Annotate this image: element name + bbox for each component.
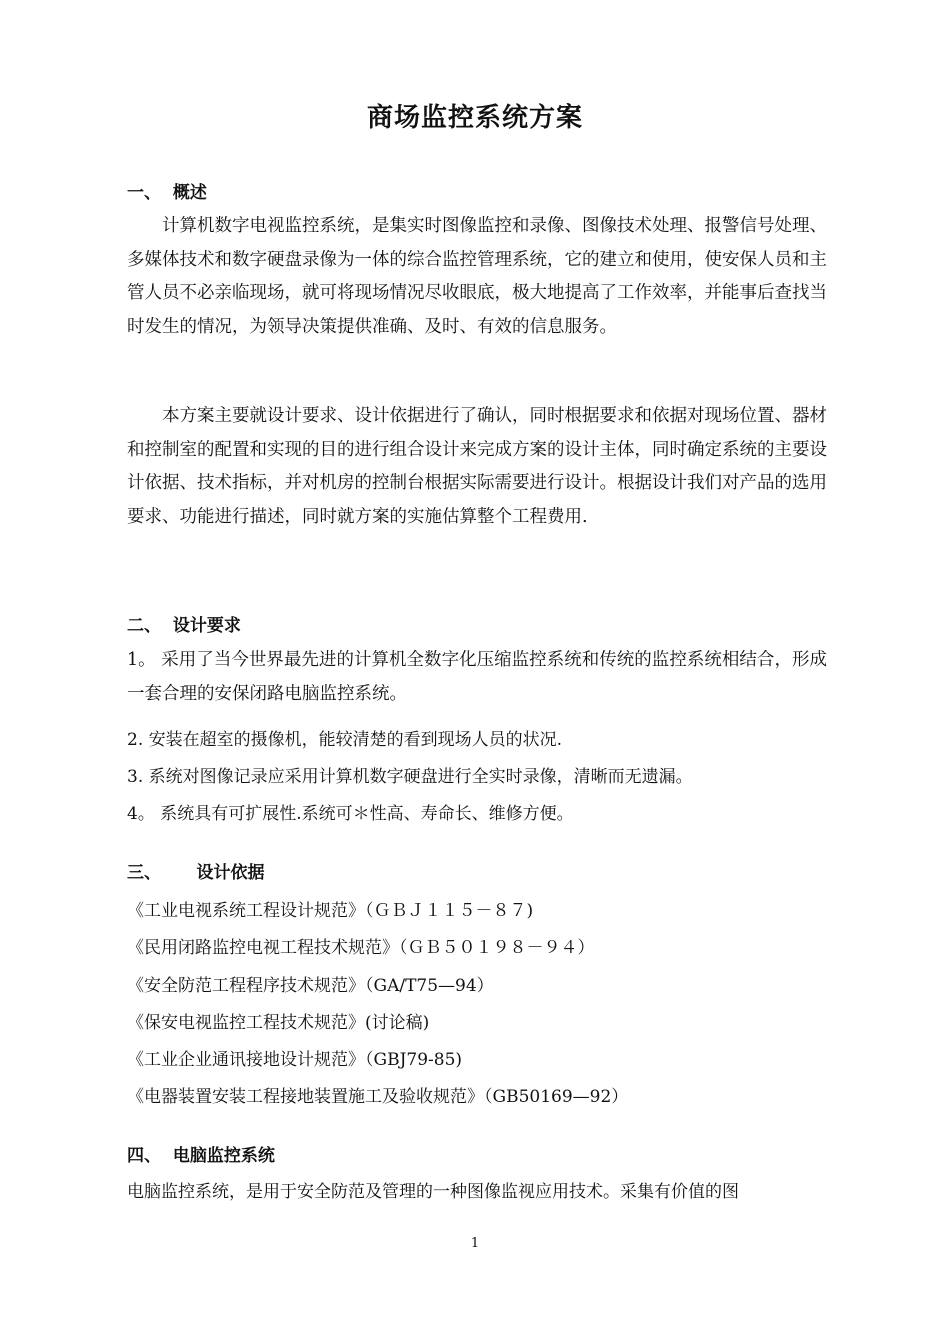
basis-item-1: 《工业电视系统工程设计规范》（ＧＢＪ１１５－８７) [127, 901, 534, 921]
requirement-item-3: 3. 系统对图像记录应采用计算机数字硬盘进行全实时录像，清晰而无遗漏。 [127, 767, 693, 787]
section-heading-basis: 三、 设计依据 [127, 863, 265, 883]
requirement-item-1: 1。 采用了当今世界最先进的计算机全数字化压缩监控系统和传统的监控系统相结合，形成一套合理的安保闭路电脑监控系统。 [127, 650, 827, 704]
basis-item-4: 《保安电视监控工程技术规范》(讨论稿) [127, 1013, 430, 1033]
requirement-item-4: 4。 系统具有可扩展性.系统可＊性高、寿命长、维修方便。 [127, 804, 574, 824]
section-heading-overview: 一、 概述 [127, 183, 207, 203]
basis-item-2: 《民用闭路监控电视工程技术规范》（ＧＢ５０１９８－９４） [127, 938, 595, 958]
requirement-item-2: 2. 安装在超室的摄像机，能较清楚的看到现场人员的状况. [127, 730, 563, 750]
page-number: 1 [470, 1236, 480, 1251]
overview-paragraph-1: 计算机数字电视监控系统，是集实时图像监控和录像、图像技术处理、报警信号处理、多媒体技术和数字硬盘录像为一体的综合监控管理系统，它的建立和使用，使安保人员和主管人员不必亲临现场，就可将现场情况尽收眼底，极大地提高了工作效率，并能事后查找当时发生的情况，为领导决策提供准确、及时、有效的信息服务。 [127, 216, 827, 337]
document-title: 商场监控系统方案 [366, 103, 583, 133]
overview-paragraph-2: 本方案主要就设计要求、设计依据进行了确认，同时根据要求和依据对现场位置、器材和控制室的配置和实现的目的进行组合设计来完成方案的设计主体，同时确定系统的主要设计依据、技术指标，并对机房的控制台根据实际需要进行设计。根据设计我们对产品的选用要求、功能进行描述，同时就方案的实施估算整个工程费用. [127, 406, 827, 527]
basis-item-3: 《安全防范工程程序技术规范》（GA/T75—94） [127, 976, 494, 996]
computer-monitoring-paragraph: 电脑监控系统，是用于安全防范及管理的一种图像监视应用技术。采集有价值的图 [127, 1182, 739, 1202]
basis-item-5: 《工业企业通讯接地设计规范》（GBJ79-85) [127, 1050, 463, 1070]
basis-item-6: 《电器装置安装工程接地装置施工及验收规范》（GB50169—92） [127, 1087, 629, 1107]
section-heading-computer-monitoring: 四、 电脑监控系统 [127, 1146, 275, 1166]
section-heading-requirements: 二、 设计要求 [127, 616, 241, 636]
